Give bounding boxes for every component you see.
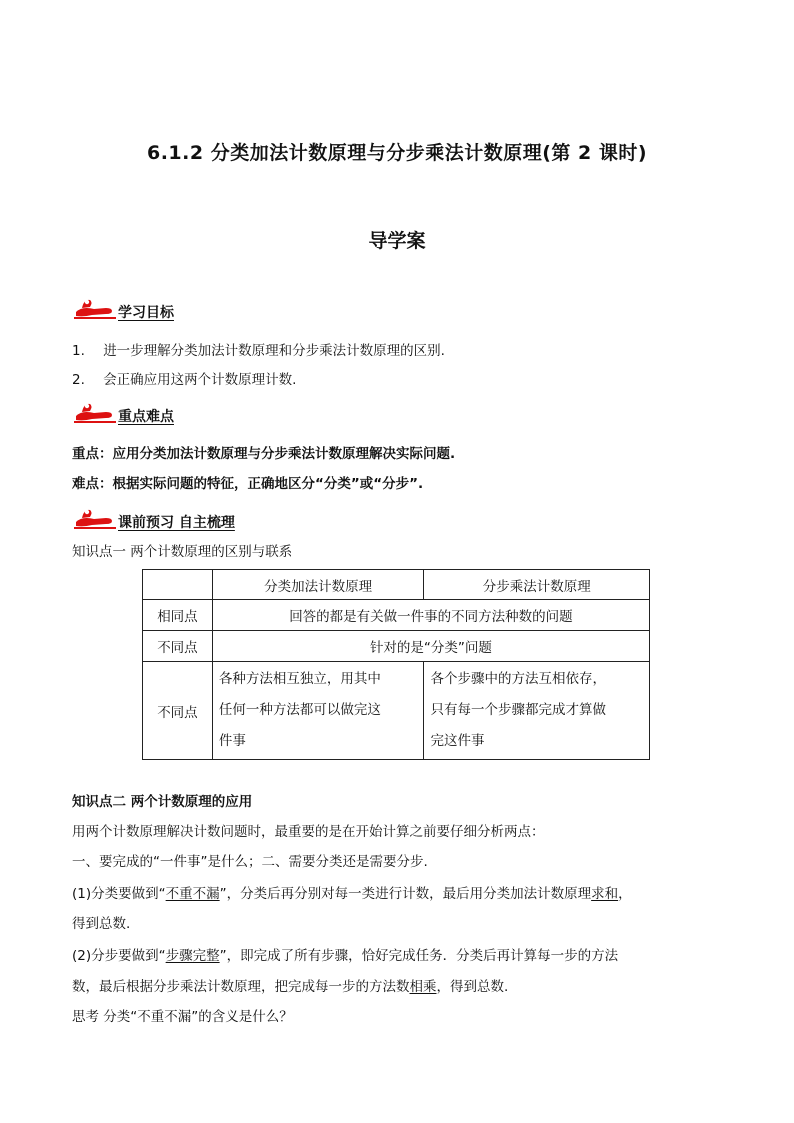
pointing-hand-icon <box>72 506 118 532</box>
paragraph-continuation: 得到总数. <box>72 916 131 932</box>
underlined-answer: 步骤完整 <box>165 948 220 964</box>
goal-text: 会正确应用这两个计数原理计数. <box>103 372 297 388</box>
text-span: ，得到总数. <box>436 979 509 995</box>
table-row-label: 不同点 <box>143 631 213 662</box>
table-row <box>143 631 650 662</box>
section-header-preview <box>72 506 272 532</box>
table-cell-line: 件事 <box>218 733 246 749</box>
table-row <box>143 570 650 600</box>
table-cell-line: 任何一种方法都可以做完这 <box>218 702 381 718</box>
paragraph-continuation <box>72 975 508 995</box>
paragraph: 一、要完成的“一件事”是什么；二、需要分类还是需要分步. <box>72 854 428 870</box>
text-span: ”，分类后再分别对每一类进行计数，最后用分类加法计数原理 <box>219 886 592 902</box>
table-cell-line: 只有每一个步骤都完成才算做 <box>430 702 606 718</box>
table-cell: 回答的都是有关做一件事的不同方法种数的问题 <box>212 600 649 631</box>
goal-item-1 <box>72 339 445 359</box>
text-span: (1)分类要做到“ <box>72 886 166 902</box>
pointing-hand-icon <box>72 400 118 426</box>
underlined-answer: 相乘 <box>409 979 437 995</box>
paragraph-classification <box>72 882 632 902</box>
table-row-label: 相同点 <box>143 600 213 631</box>
text-span: ”，即完成了所有步骤，恰好完成任务．分类后再计算每一步的方法 <box>219 948 619 964</box>
section-title-goals: 学习目标 <box>118 305 174 321</box>
knowledge-point-2-heading: 知识点二 两个计数原理的应用 <box>72 794 253 810</box>
table-cell: 针对的是“分类”问题 <box>212 631 649 662</box>
page-title: 6.1.2 分类加法计数原理与分步乘法计数原理(第 2 课时) <box>146 142 648 164</box>
table-header-multiplication: 分步乘法计数原理 <box>424 570 650 600</box>
paragraph: 用两个计数原理解决计数问题时，最重要的是在开始计算之前要仔细分析两点： <box>72 824 545 840</box>
table-header-addition: 分类加法计数原理 <box>212 570 424 600</box>
goal-number: 1. <box>72 343 85 359</box>
table-cell-line: 各种方法相互独立，用其中 <box>218 671 381 687</box>
goal-number: 2. <box>72 372 85 388</box>
section-header-keypoints <box>72 400 192 426</box>
table-cell <box>212 662 424 760</box>
key-point: 重点：应用分类加法计数原理与分步乘法计数原理解决实际问题. <box>72 446 456 462</box>
goal-text: 进一步理解分类加法计数原理和分步乘法计数原理的区别. <box>103 343 445 359</box>
table-cell-empty <box>143 570 213 600</box>
paragraph-steps <box>72 944 618 964</box>
difficulty-point: 难点：根据实际问题的特征，正确地区分“分类”或“分步”. <box>72 476 424 492</box>
text-span: (2)分步要做到“ <box>72 948 166 964</box>
table-cell-line: 完这件事 <box>430 733 485 749</box>
comparison-table <box>142 569 650 760</box>
underlined-answer: 不重不漏 <box>165 886 220 902</box>
table-row-label: 不同点 <box>143 662 213 760</box>
section-header-goals <box>72 296 192 322</box>
text-span: ， <box>618 886 632 902</box>
pointing-hand-icon <box>72 296 118 322</box>
table-row <box>143 662 650 760</box>
goal-item-2 <box>72 368 296 388</box>
table-cell <box>424 662 650 760</box>
page-subtitle: 导学案 <box>368 230 426 252</box>
knowledge-point-1-heading: 知识点一 两个计数原理的区别与联系 <box>72 544 293 560</box>
section-title-preview: 课前预习 自主梳理 <box>118 515 235 531</box>
table-row <box>143 600 650 631</box>
underlined-answer: 求和 <box>591 886 619 902</box>
table-cell-line: 各个步骤中的方法互相依存， <box>430 671 606 687</box>
think-question: 思考 分类“不重不漏”的含义是什么？ <box>72 1009 293 1025</box>
text-span: 数，最后根据分步乘法计数原理，把完成每一步的方法数 <box>72 979 410 995</box>
section-title-keypoints: 重点难点 <box>118 409 174 425</box>
